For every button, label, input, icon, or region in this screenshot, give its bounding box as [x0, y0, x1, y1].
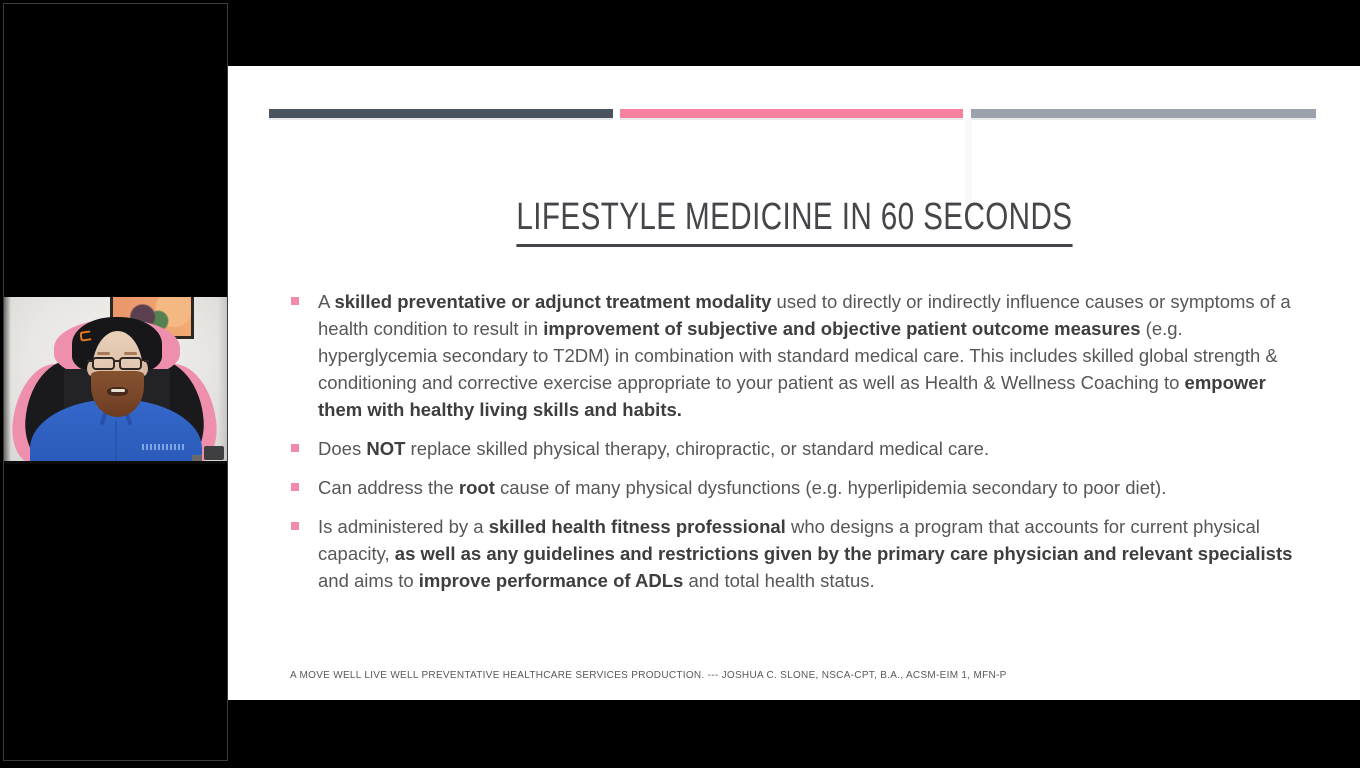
- presenter-eyebrow-right: [124, 352, 137, 355]
- presenter-eyebrow-left: [97, 352, 110, 355]
- bullet-item: A skilled preventative or adjunct treatment modality used to directly or indirectly influence causes or symptoms of a health condition to result in improvement of subjective and objective patient outcome measures (e.g. hyperglycemia secondary to T2DM) in combination with standard medical care. This includes skilled global strength & conditioning and corrective exercise appropriate to your patient as well as Health & Wellness Coaching to empower them with healthy living skills and habits.: [318, 288, 1303, 423]
- bullet-item: Can address the root cause of many physical dysfunctions (e.g. hyperlipidemia secondary to poor diet).: [318, 474, 1303, 501]
- presenter-teeth: [111, 389, 125, 392]
- glasses-temple-left: [87, 360, 92, 362]
- video-bottom-edge: [4, 461, 227, 464]
- accent-bar-dark: [269, 109, 613, 118]
- video-edge-vignette: [4, 297, 11, 464]
- chair-brand-logo-icon: [79, 330, 92, 342]
- shirt-logo-text: [142, 444, 186, 450]
- wall-corner-shading: [218, 297, 227, 464]
- glasses-bridge: [114, 360, 120, 362]
- presentation-slide: [228, 66, 1360, 700]
- slide-footer-credit: A MOVE WELL LIVE WELL PREVENTATIVE HEALTHCARE SERVICES PRODUCTION. --- JOSHUA C. SLONE, NSCA-CPT, B.A., ACSM-EIM 1, MFN-P: [290, 670, 1007, 681]
- slide-title: [228, 196, 1360, 247]
- glasses-lens-left: [92, 357, 115, 370]
- accent-bar-pink: [620, 109, 963, 118]
- accent-bar-gray: [971, 109, 1316, 118]
- participant-video-panel: [3, 3, 228, 761]
- webcam-video[interactable]: [4, 297, 227, 464]
- glasses-temple-right: [144, 360, 149, 362]
- shirt-placket: [115, 421, 117, 464]
- bullet-item: Is administered by a skilled health fitness professional who designs a program that accounts for current physical capacity, as well as any guidelines and restrictions given by the primary care physician and relevant specialists and aims to improve performance of ADLs and total health status.: [318, 513, 1303, 594]
- bullet-list: [318, 288, 1303, 606]
- glasses-lens-right: [119, 357, 142, 370]
- desk-object: [204, 446, 224, 460]
- presenter-glasses: [90, 357, 145, 372]
- slide-title-text: LIFESTYLE MEDICINE IN 60 SECONDS: [516, 196, 1072, 247]
- bullet-item: Does NOT replace skilled physical therapy, chiropractic, or standard medical care.: [318, 435, 1303, 462]
